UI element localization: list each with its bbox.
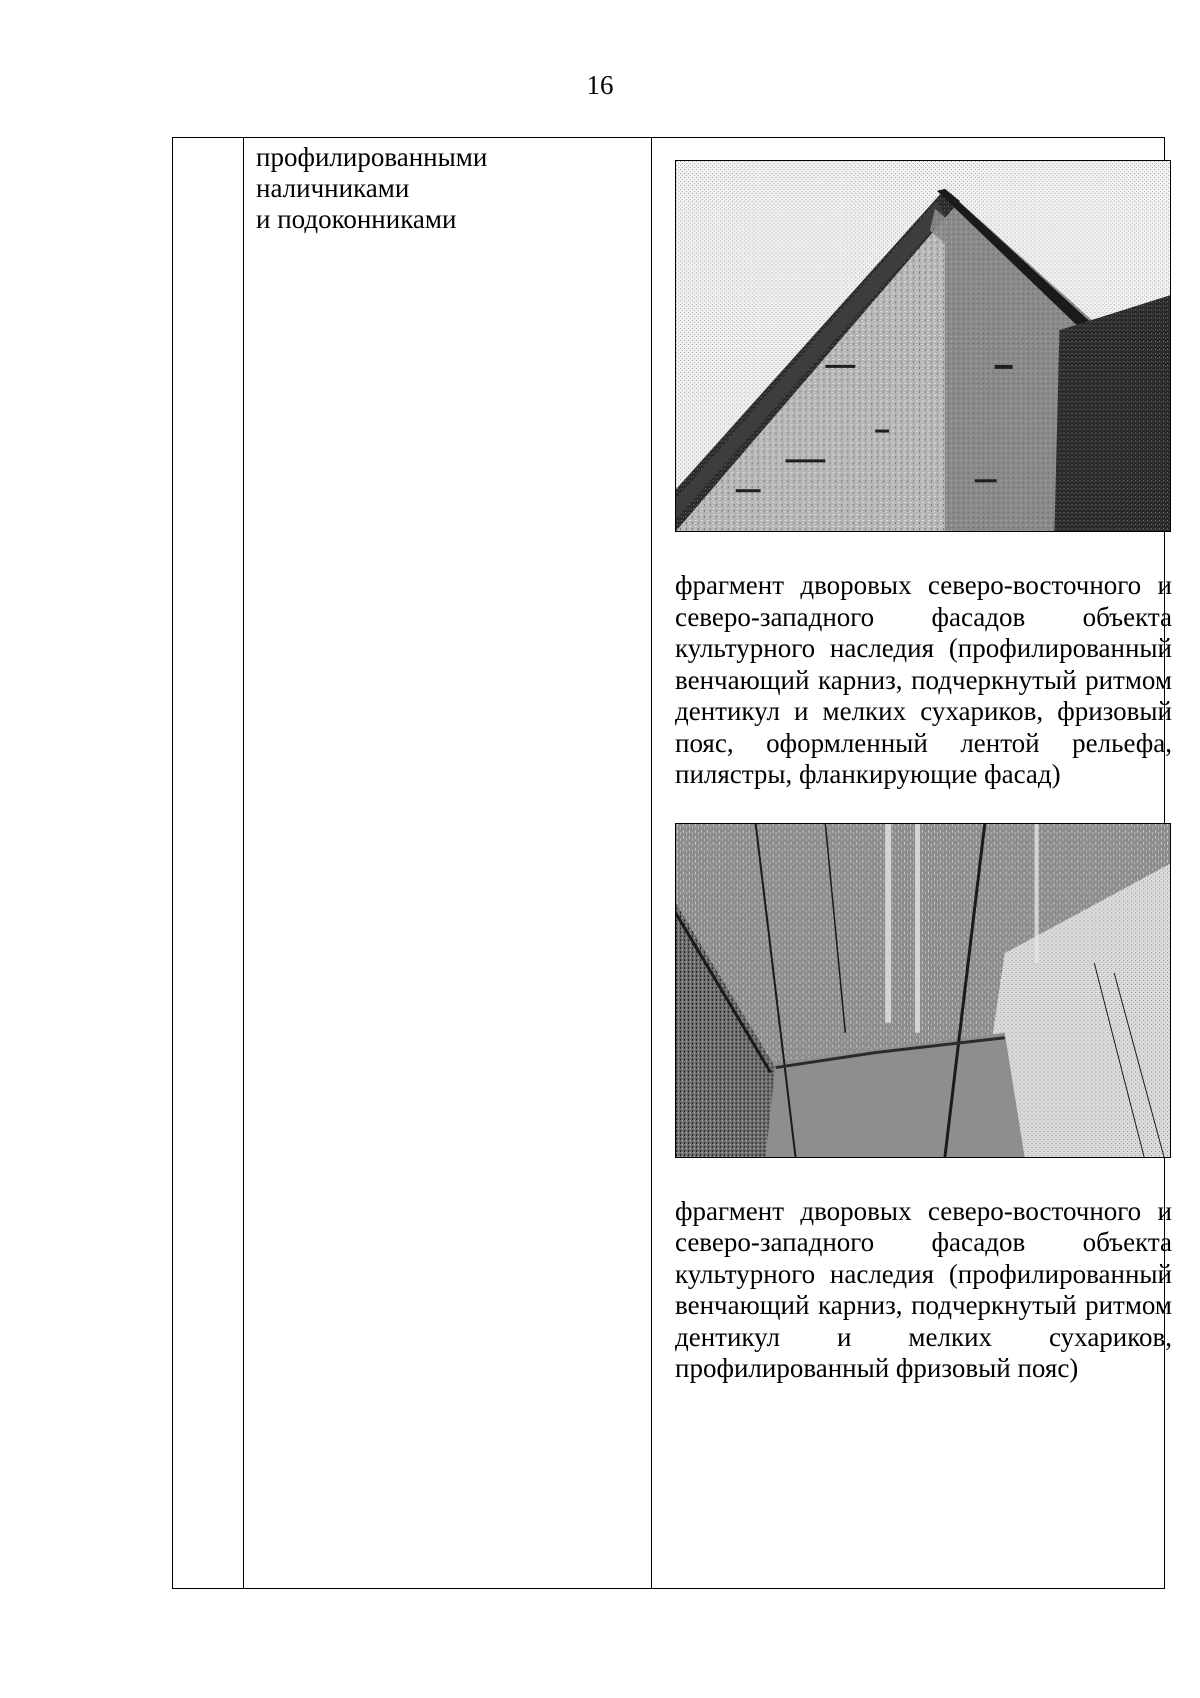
facade-cornice-photo bbox=[675, 160, 1171, 532]
photo-cell bbox=[652, 138, 1172, 1589]
photo-caption: фрагмент дворовых северо-восточного и северо-западного фасадов объекта культурного наследия (профилированный венчающий карниз, подчеркнутый ритмом дентикул и мелких сухариков, профилированный фризовый пояс) bbox=[675, 1195, 1172, 1383]
description-line: профилированными bbox=[256, 142, 488, 172]
description-line: и подоконниками bbox=[256, 204, 457, 234]
row-number-cell bbox=[173, 138, 244, 1589]
description-line: наличниками bbox=[256, 173, 410, 203]
document-table bbox=[172, 137, 1172, 1589]
facade-cornice-photo-graphic bbox=[676, 161, 1170, 531]
description-cell bbox=[244, 138, 652, 1589]
photo-caption: фрагмент дворовых северо-восточного и северо-западного фасадов объекта культурного наследия (профилированный венчающий карниз, подчеркнутый ритмом дентикул и мелких сухариков, фризовый пояс, оформленный лентой рельефа, пилястры, фланкирующие фасад) bbox=[675, 570, 1172, 789]
facade-frieze-photo bbox=[675, 823, 1171, 1158]
table-row bbox=[173, 138, 1165, 1589]
page-number: 16 bbox=[586, 70, 614, 100]
facade-frieze-photo-graphic bbox=[676, 824, 1170, 1157]
